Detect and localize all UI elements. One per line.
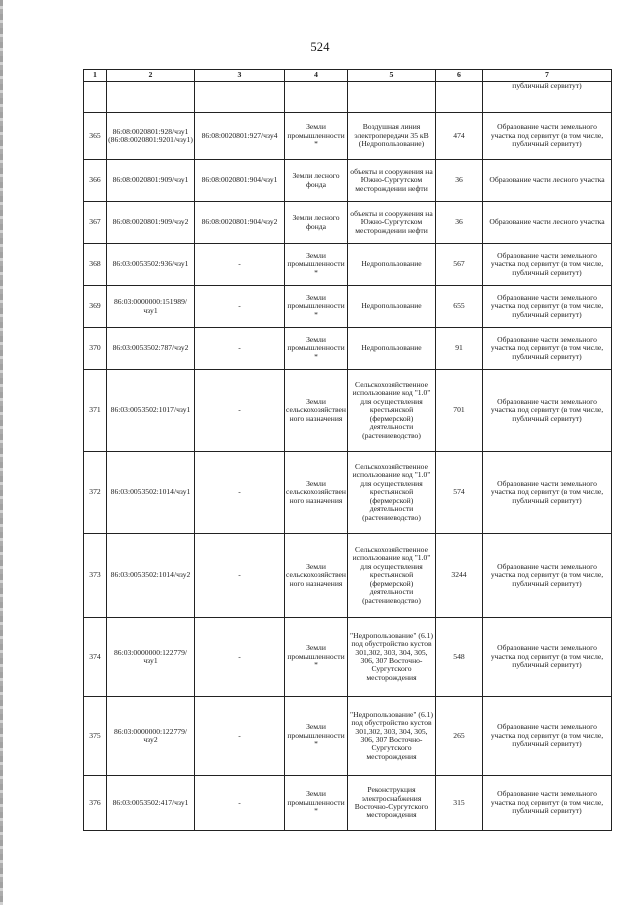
purpose-cell: Недропользование [348,244,436,286]
row-number-cell: 367 [84,202,107,244]
row-number-cell: 371 [84,370,107,452]
area-cell: 474 [436,113,483,160]
table-row [84,370,612,452]
parent-code-cell: 86:08:0020801:904/чзу2 [195,202,285,244]
result-cell: Образование части земельного участка под сервитут (в том числе, публичный сервитут) [483,286,612,328]
land-category-cell: Земли промышленности* [285,244,348,286]
row-number-cell: 366 [84,160,107,202]
parent-code-cell: 86:08:0020801:927/чзу4 [195,113,285,160]
purpose-cell: Сельскохозяйственное использование код "1.0" для осуществления крестьянской (фермерской) деятельности (растениеводство) [348,370,436,452]
result-cell: Образование части земельного участка под сервитут (в том числе, публичный сервитут) [483,776,612,831]
purpose-cell: объекты и сооружения на Южно-Сургутском месторождении нефти [348,202,436,244]
plot-code-cell: 86:03:0000000:122779/чзу1 [107,618,195,697]
land-category-cell: Земли промышленности* [285,776,348,831]
result-cell: Образование части земельного участка под сервитут (в том числе, публичный сервитут) [483,244,612,286]
land-category-cell: Земли сельскохозяйственного назначения [285,452,348,534]
plot-code-cell: 86:03:0000000:122779/чзу2 [107,697,195,776]
table-cell [285,82,348,113]
table-cell: публичный сервитут) [483,82,612,113]
parent-code-cell: - [195,244,285,286]
row-number-cell: 370 [84,328,107,370]
land-category-cell: Земли промышленности* [285,697,348,776]
table-row [84,328,612,370]
plot-code-cell: 86:03:0053502:1017/чзу1 [107,370,195,452]
land-category-cell: Земли лесного фонда [285,160,348,202]
parent-code-cell: - [195,776,285,831]
land-category-cell: Земли лесного фонда [285,202,348,244]
area-cell: 315 [436,776,483,831]
header-cell: 6 [436,70,483,82]
area-cell: 574 [436,452,483,534]
row-number-cell: 376 [84,776,107,831]
page-number: 524 [310,40,330,54]
header-cell: 7 [483,70,612,82]
plot-code-cell: 86:03:0053502:787/чзу2 [107,328,195,370]
area-cell: 567 [436,244,483,286]
header-cell: 2 [107,70,195,82]
result-cell: Образование части земельного участка под сервитут (в том числе, публичный сервитут) [483,452,612,534]
parent-code-cell: - [195,370,285,452]
table-row [84,286,612,328]
result-cell: Образование части земельного участка под сервитут (в том числе, публичный сервитут) [483,113,612,160]
header-cell: 4 [285,70,348,82]
parent-code-cell: - [195,328,285,370]
parent-code-cell: 86:08:0020801:904/чзу1 [195,160,285,202]
land-category-cell: Земли промышленности* [285,328,348,370]
table-cell [195,82,285,113]
purpose-cell: Недропользование [348,286,436,328]
plot-code-cell: 86:03:0000000:151989/чзу1 [107,286,195,328]
parent-code-cell: - [195,618,285,697]
plot-code-cell: 86:08:0020801:928/чзу1 (86:08:0020801:9201/чзу1) [107,113,195,160]
header-cell: 5 [348,70,436,82]
result-cell: Образование части земельного участка под сервитут (в том числе, публичный сервитут) [483,534,612,618]
area-cell: 3244 [436,534,483,618]
purpose-cell: "Недропользование" (6.1) под обустройство кустов 301,302, 303, 304, 305, 306, 307 Восточно-Сургутского месторождения [348,697,436,776]
plot-code-cell: 86:08:0020801:909/чзу1 [107,160,195,202]
area-cell: 655 [436,286,483,328]
header-cell: 3 [195,70,285,82]
area-cell: 36 [436,160,483,202]
row-number-cell: 372 [84,452,107,534]
table-row [84,113,612,160]
area-cell: 36 [436,202,483,244]
table-row [84,534,612,618]
table-row [84,618,612,697]
purpose-cell: объекты и сооружения на Южно-Сургутском месторождении нефти [348,160,436,202]
plot-code-cell: 86:08:0020801:909/чзу2 [107,202,195,244]
purpose-cell: Воздушная линия электропередачи 35 кВ (Недропользование) [348,113,436,160]
area-cell: 265 [436,697,483,776]
land-category-cell: Земли промышленности* [285,113,348,160]
land-category-cell: Земли сельскохозяйственного назначения [285,370,348,452]
table-cell [107,82,195,113]
table-row [84,452,612,534]
land-plots-table [83,69,612,831]
plot-code-cell: 86:03:0053502:1014/чзу2 [107,534,195,618]
row-number-cell: 373 [84,534,107,618]
continuation-row [84,82,612,113]
parent-code-cell: - [195,452,285,534]
parent-code-cell: - [195,286,285,328]
scan-edge [0,0,3,905]
table-row [84,776,612,831]
area-cell: 548 [436,618,483,697]
header-row [84,70,612,82]
table-row [84,202,612,244]
row-number-cell: 368 [84,244,107,286]
purpose-cell: Сельскохозяйственное использование код "1.0" для осуществления крестьянской (фермерской) деятельности (растениеводство) [348,452,436,534]
purpose-cell: Недропользование [348,328,436,370]
header-cell: 1 [84,70,107,82]
plot-code-cell: 86:03:0053502:1014/чзу1 [107,452,195,534]
result-cell: Образование части земельного участка под сервитут (в том числе, публичный сервитут) [483,370,612,452]
result-cell: Образование части земельного участка под сервитут (в том числе, публичный сервитут) [483,618,612,697]
area-cell: 701 [436,370,483,452]
row-number-cell: 374 [84,618,107,697]
parent-code-cell: - [195,534,285,618]
plot-code-cell: 86:03:0053502:417/чзу1 [107,776,195,831]
table-row [84,244,612,286]
table-cell [84,82,107,113]
table-row [84,697,612,776]
land-category-cell: Земли промышленности* [285,286,348,328]
purpose-cell: Сельскохозяйственное использование код "1.0" для осуществления крестьянской (фермерской) деятельности (растениеводство) [348,534,436,618]
land-category-cell: Земли промышленности* [285,618,348,697]
row-number-cell: 369 [84,286,107,328]
plot-code-cell: 86:03:0053502:936/чзу1 [107,244,195,286]
result-cell: Образование части земельного участка под сервитут (в том числе, публичный сервитут) [483,328,612,370]
row-number-cell: 375 [84,697,107,776]
land-category-cell: Земли сельскохозяйственного назначения [285,534,348,618]
result-cell: Образование части лесного участка [483,160,612,202]
purpose-cell: "Недропользование" (6.1) под обустройство кустов 301,302, 303, 304, 305, 306, 307 Восточно-Сургутского месторождения [348,618,436,697]
purpose-cell: Реконструкция электроснабжения Восточно-Сургутского месторождения [348,776,436,831]
table-row [84,160,612,202]
row-number-cell: 365 [84,113,107,160]
area-cell: 91 [436,328,483,370]
result-cell: Образование части земельного участка под сервитут (в том числе, публичный сервитут) [483,697,612,776]
table-cell [436,82,483,113]
parent-code-cell: - [195,697,285,776]
result-cell: Образование части лесного участка [483,202,612,244]
table-cell [348,82,436,113]
